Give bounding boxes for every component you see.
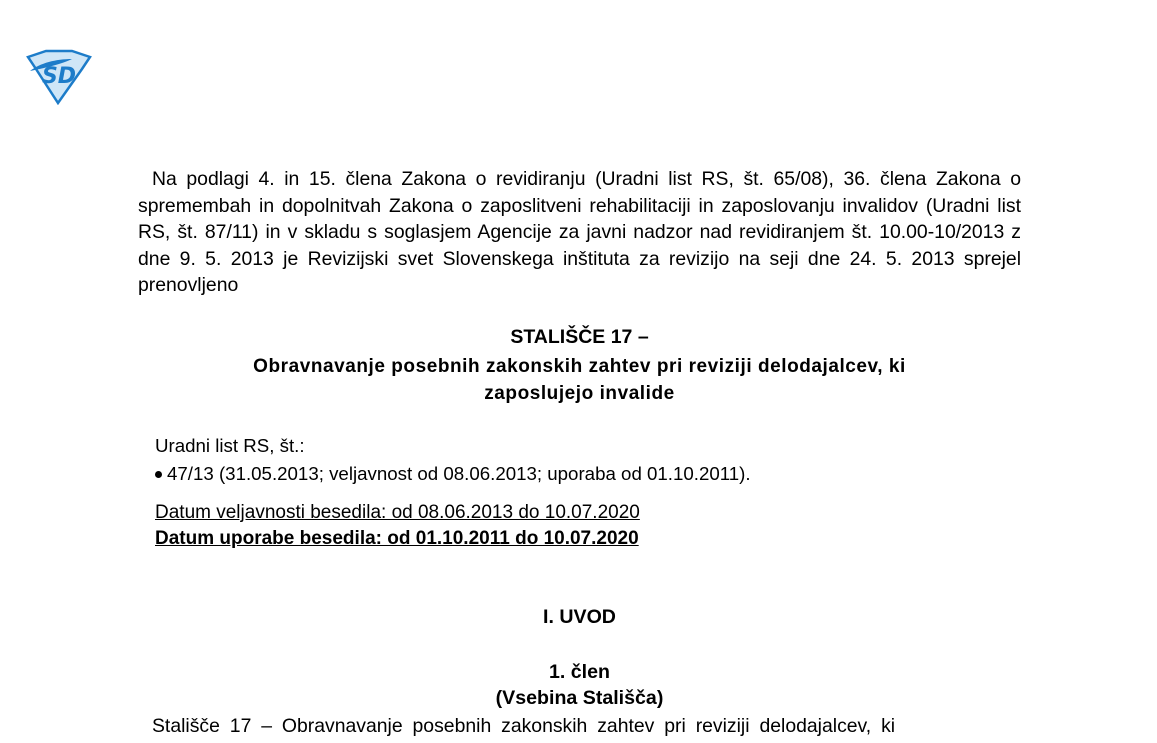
article-heading [138,659,1021,711]
document-title-number: STALIŠČE 17 – [510,326,649,348]
document-title-line-1: Obravnavanje posebnih zakonskih zahtev pri reviziji delodajalcev, ki [253,356,906,377]
gazette-item: 47/13 (31.05.2013; veljavnost od 08.06.2013; uporaba od 01.10.2011). [155,460,751,488]
section-heading: I. UVOD [543,606,616,628]
document-title [138,354,1021,407]
document-title-line-2: zaposlujejo invalide [484,382,675,404]
article-body-text: Stališče 17 – Obravnavanje posebnih zakonskih zahtev pri reviziji delodajalcev, ki [152,715,896,737]
svg-text:SD: SD [41,64,77,89]
usage-date-line: Datum uporabe besedila: od 01.10.2011 do 10.07.2020 [155,527,639,549]
official-gazette-block [155,432,751,488]
article-number: 1. člen [549,661,610,683]
sidrl-logo [22,49,96,105]
gazette-label: Uradni list RS, št.: [155,435,305,456]
article-subtitle: (Vsebina Stališča) [495,687,664,709]
validity-date-line: Datum veljavnosti besedila: od 08.06.2013 do 10.07.2020 [155,502,640,523]
intro-paragraph: Na podlagi 4. in 15. člena Zakona o revidiranju (Uradni list RS, št. 65/08), 36. člena Zakona o spremembah in dopolnitvah Zakona o zaposlitveni rehabilitaciji in zaposlovanju invalidov (Uradni list RS, št. 87/11) in v skladu s soglasjem Agencije za javni nadzor nad revidiranjem št. 10.00-10/2013 z dne 9. 5. 2013 je Revizijski svet Slovenskega inštituta za revizijo na seji dne 24. 5. 2013 sprejel prenovljeno [138,168,1021,297]
gazette-list [155,460,751,488]
validity-block [155,500,640,551]
